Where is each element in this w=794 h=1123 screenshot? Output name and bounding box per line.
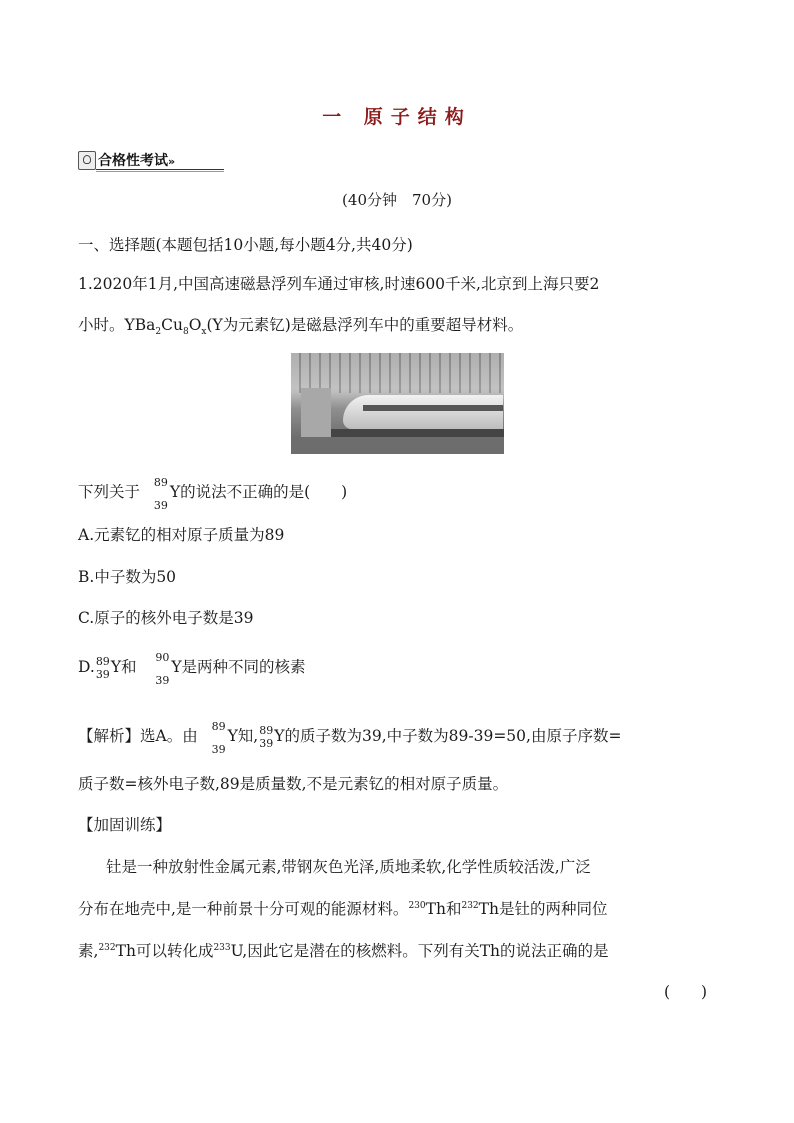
option-a: A.元素钇的相对原子质量为89: [78, 526, 285, 544]
divider: [96, 169, 224, 170]
nuclide-symbol: 89 39: [211, 720, 226, 756]
reinforce-line3: 素,$^{232}$Th可以转化成$^{233}$U,因此它是潜在的核燃料。下列有关Th的说法正确的是: [78, 942, 609, 960]
maglev-train-photo: [291, 353, 504, 454]
answer-paren: ( ): [664, 983, 708, 1001]
page-title: 一 原子结构: [322, 106, 472, 128]
exam-duration: (40分钟 70分): [342, 191, 452, 209]
q1-line2: 小时。$YBa_2Cu_8O_x(Y$为元素钇)是磁悬浮列车中的重要超导材料。: [78, 316, 524, 338]
reinforce-label: 【加固训练】: [78, 816, 172, 834]
lightbulb-icon: [78, 151, 96, 170]
divider: [96, 171, 224, 172]
nuclide-symbol: 89 39: [259, 724, 274, 750]
q1-line1: 1.2020年1月,中国高速磁悬浮列车通过审核,时速600千米,北京到上海只要2: [78, 275, 600, 293]
part-heading: 一、选择题(本题包括10小题,每小题4分,共40分): [78, 236, 413, 254]
section-tag-arrow: »: [168, 155, 176, 168]
option-d: D. 89 39 Y和 90 39 Y是两种不同的核素: [78, 651, 306, 687]
nuclide-symbol: 89 39: [153, 476, 168, 512]
analysis-line1: 【解析】选A。由 89 39 Y知, 89 39 Y的质子数为39,中子数为89-39=50,由原子序数=: [78, 720, 622, 756]
nuclide-symbol: 89 39: [95, 655, 110, 681]
analysis-line2: 质子数=核外电子数,89是质量数,不是元素钇的相对原子质量。: [78, 775, 509, 793]
q1-question: 下列关于 89 39 Y的说法不正确的是( ): [78, 476, 348, 512]
option-b: B.中子数为50: [78, 568, 177, 586]
analysis-label: 【解析】: [78, 727, 141, 745]
nuclide-symbol: 90 39: [155, 651, 170, 687]
section-tag-label: 合格性考试: [98, 153, 168, 169]
option-c: C.原子的核外电子数是39: [78, 609, 254, 627]
reinforce-line2: 分布在地壳中,是一种前景十分可观的能源材料。$^{230}$Th和$^{232}$Th是钍的两种同位: [78, 900, 608, 918]
reinforce-line1: 钍是一种放射性金属元素,带钢灰色光泽,质地柔软,化学性质较活泼,广泛: [106, 858, 591, 876]
section-tag: [78, 150, 224, 170]
